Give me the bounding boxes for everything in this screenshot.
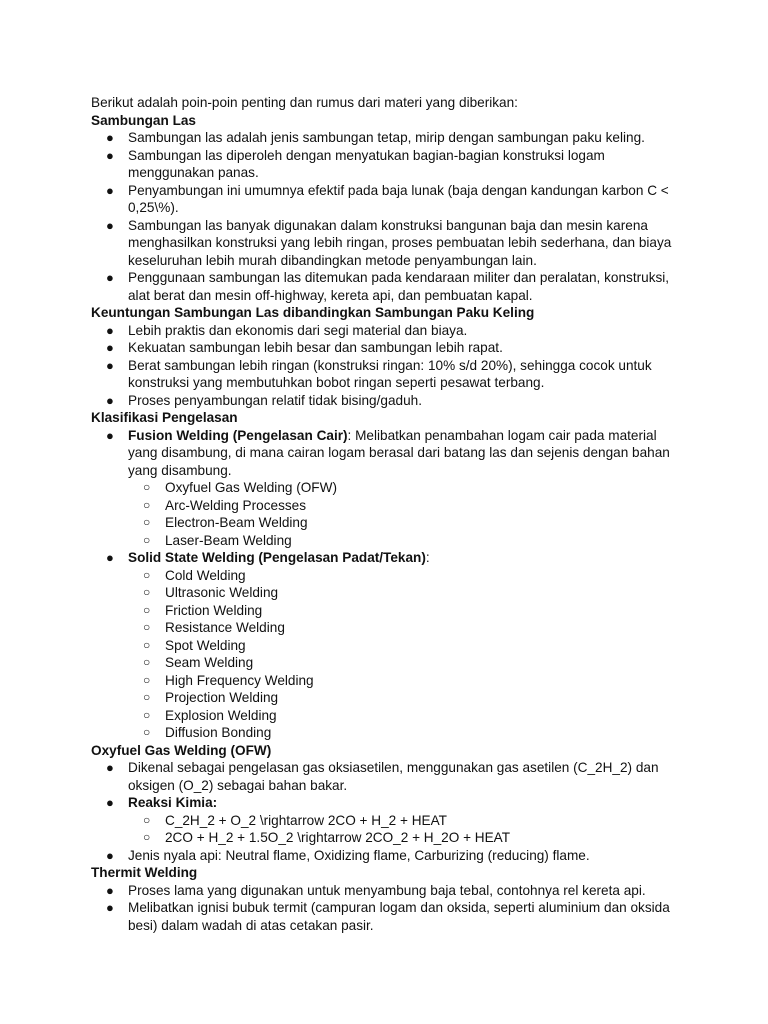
fusion-sublist xyxy=(128,479,682,549)
sub-list-item xyxy=(128,654,682,672)
sub-item-text: Oxyfuel Gas Welding (OFW) xyxy=(165,480,337,495)
reaction-text: C_2H_2 + O_2 \rightarrow 2CO + H_2 + HEAT xyxy=(165,812,447,828)
sub-item-text: Resistance Welding xyxy=(165,620,285,635)
list-item xyxy=(91,217,682,270)
list-item-text: Sambungan las adalah jenis sambungan tetap, mirip dengan sambungan paku keling. xyxy=(128,130,645,145)
heading-thermit: Thermit Welding xyxy=(91,865,198,880)
circle-bullet-icon: ○ xyxy=(143,707,151,722)
list-item xyxy=(91,392,682,410)
list-item-text: Berat sambungan lebih ringan (konstruksi ringan: 10% s/d 20%), sehingga cocok untuk konstruksi yang membutuhkan bobot ringan seperti pesawat terbang. xyxy=(128,357,652,390)
solid-text: : xyxy=(425,550,430,565)
circle-bullet-icon: ○ xyxy=(143,655,151,669)
heading-keuntungan: Keuntungan Sambungan Las dibandingkan Sambungan Paku Keling xyxy=(91,305,535,320)
bullet-icon: ● xyxy=(106,182,114,198)
list-item xyxy=(91,129,682,147)
bullet-icon: ● xyxy=(106,882,114,898)
sub-list-item xyxy=(128,724,682,742)
circle-bullet-icon: ○ xyxy=(143,515,151,529)
sub-list-item xyxy=(128,637,682,655)
list-item xyxy=(91,357,682,392)
circle-bullet-icon: ○ xyxy=(143,620,151,634)
sub-list-item xyxy=(128,812,682,830)
bullet-icon: ● xyxy=(106,340,114,355)
circle-bullet-icon: ○ xyxy=(143,725,151,739)
list-item-text: Jenis nyala api: Neutral flame, Oxidizing flame, Carburizing (reducing) flame. xyxy=(128,847,590,863)
list-item-text: Proses lama yang digunakan untuk menyambung baja tebal, contohnya rel kereta api. xyxy=(128,882,646,898)
bullet-icon: ● xyxy=(106,550,114,565)
bullet-icon: ● xyxy=(106,795,114,810)
reaksi-label: Reaksi Kimia: xyxy=(128,795,218,810)
list-item xyxy=(91,147,682,182)
sub-item-text: Spot Welding xyxy=(165,637,246,653)
bullet-icon: ● xyxy=(106,357,114,373)
list-item-text: Proses penyambungan relatif tidak bising/gaduh. xyxy=(128,392,422,408)
reaction-text: 2CO + H_2 + 1.5O_2 \rightarrow 2CO_2 + H_2O + HEAT xyxy=(165,830,511,845)
bullet-icon: ● xyxy=(106,130,114,145)
list-item xyxy=(91,847,682,865)
list-item xyxy=(91,182,682,217)
heading-klasifikasi: Klasifikasi Pengelasan xyxy=(91,410,238,425)
list-ofw xyxy=(91,759,682,864)
sub-item-text: Seam Welding xyxy=(165,655,254,670)
sub-item-text: Cold Welding xyxy=(165,567,246,583)
solid-sublist xyxy=(128,567,682,742)
list-item-text: Penggunaan sambungan las ditemukan pada kendaraan militer dan peralatan, konstruksi, alat berat dan mesin off-highway, kereta api, dan pembuatan kapal. xyxy=(128,270,670,303)
sub-item-text: Arc-Welding Processes xyxy=(165,497,307,513)
list-item xyxy=(91,899,682,934)
sub-list-item xyxy=(128,479,682,497)
bullet-icon: ● xyxy=(106,147,114,163)
list-item xyxy=(91,322,682,340)
circle-bullet-icon: ○ xyxy=(143,585,151,599)
sub-list-item xyxy=(128,532,682,550)
list-item-text: Dikenal sebagai pengelasan gas oksiasetilen, menggunakan gas asetilen (C_2H_2) dan oksigen (O_2) sebagai bahan bakar. xyxy=(128,760,659,793)
circle-bullet-icon: ○ xyxy=(143,602,151,617)
list-item xyxy=(91,882,682,900)
list-item-reaksi xyxy=(91,794,682,847)
circle-bullet-icon: ○ xyxy=(143,637,151,652)
circle-bullet-icon: ○ xyxy=(143,480,151,494)
bullet-icon: ● xyxy=(106,847,114,863)
bullet-icon: ● xyxy=(106,270,114,285)
sub-item-text: Ultrasonic Welding xyxy=(165,585,279,600)
list-item xyxy=(91,759,682,794)
sub-list-item xyxy=(128,497,682,515)
sub-list-item xyxy=(128,602,682,620)
list-item-text: Melibatkan ignisi bubuk termit (campuran logam dan oksida, seperti aluminium dan oksida besi) dalam wadah di atas cetakan pasir. xyxy=(128,900,670,933)
sub-item-text: Projection Welding xyxy=(165,690,279,705)
bullet-icon: ● xyxy=(106,760,114,775)
circle-bullet-icon: ○ xyxy=(143,812,151,827)
sub-item-text: Electron-Beam Welding xyxy=(165,515,308,530)
fusion-label: Fusion Welding (Pengelasan Cair) xyxy=(128,427,348,443)
sub-list-item xyxy=(128,689,682,707)
circle-bullet-icon: ○ xyxy=(143,497,151,512)
circle-bullet-icon: ○ xyxy=(143,532,151,547)
list-item-text: Sambungan las banyak digunakan dalam konstruksi bangunan baja dan mesin karena menghasilkan konstruksi yang lebih ringan, proses pembuatan lebih sederhana, dan biaya keseluruhan lebih murah dibandingkan metode penyambungan lain. xyxy=(128,217,672,268)
list-item-text: Kekuatan sambungan lebih besar dan sambungan lebih rapat. xyxy=(128,340,503,355)
list-item-fusion xyxy=(91,427,682,550)
sub-list-item xyxy=(128,672,682,690)
list-klasifikasi xyxy=(91,427,682,742)
sub-item-text: Laser-Beam Welding xyxy=(165,532,292,548)
list-item-text: Lebih praktis dan ekonomis dari segi material dan biaya. xyxy=(128,322,468,338)
sub-list-item xyxy=(128,584,682,602)
solid-label: Solid State Welding (Pengelasan Padat/Tekan) xyxy=(128,550,426,565)
bullet-icon: ● xyxy=(106,900,114,915)
circle-bullet-icon: ○ xyxy=(143,672,151,687)
list-item xyxy=(91,269,682,304)
sub-item-text: Friction Welding xyxy=(165,602,263,618)
circle-bullet-icon: ○ xyxy=(143,567,151,582)
sub-list-item xyxy=(128,514,682,532)
list-item-text: Penyambungan ini umumnya efektif pada baja lunak (baja dengan kandungan karbon C < 0,25\%). xyxy=(128,182,669,215)
bullet-icon: ● xyxy=(106,322,114,338)
list-sambungan-las xyxy=(91,129,682,304)
sub-list-item xyxy=(128,707,682,725)
fusion-text: : Melibatkan penambahan logam cair pada material yang disambung, di mana cairan logam berasal dari batang las dan sejenis dengan bahan yang disambung. xyxy=(128,427,670,478)
sub-item-text: Explosion Welding xyxy=(165,707,277,723)
sub-item-text: Diffusion Bonding xyxy=(165,725,272,740)
bullet-icon: ● xyxy=(106,392,114,408)
list-keuntungan xyxy=(91,322,682,410)
heading-sambungan-las: Sambungan Las xyxy=(91,112,196,128)
sub-list-item xyxy=(128,619,682,637)
bullet-icon: ● xyxy=(106,427,114,443)
list-thermit xyxy=(91,882,682,935)
list-item-solid xyxy=(91,549,682,742)
circle-bullet-icon: ○ xyxy=(143,830,151,844)
reaksi-sublist xyxy=(128,812,682,847)
sub-list-item xyxy=(128,829,682,847)
bullet-icon: ● xyxy=(106,217,114,233)
list-item xyxy=(91,339,682,357)
intro-text: Berikut adalah poin-poin penting dan rumus dari materi yang diberikan: xyxy=(91,95,518,110)
sub-item-text: High Frequency Welding xyxy=(165,672,314,688)
sub-list-item xyxy=(128,567,682,585)
circle-bullet-icon: ○ xyxy=(143,690,151,704)
list-item-text: Sambungan las diperoleh dengan menyatukan bagian-bagian konstruksi logam menggunakan panas. xyxy=(128,147,605,180)
heading-ofw: Oxyfuel Gas Welding (OFW) xyxy=(91,742,272,758)
